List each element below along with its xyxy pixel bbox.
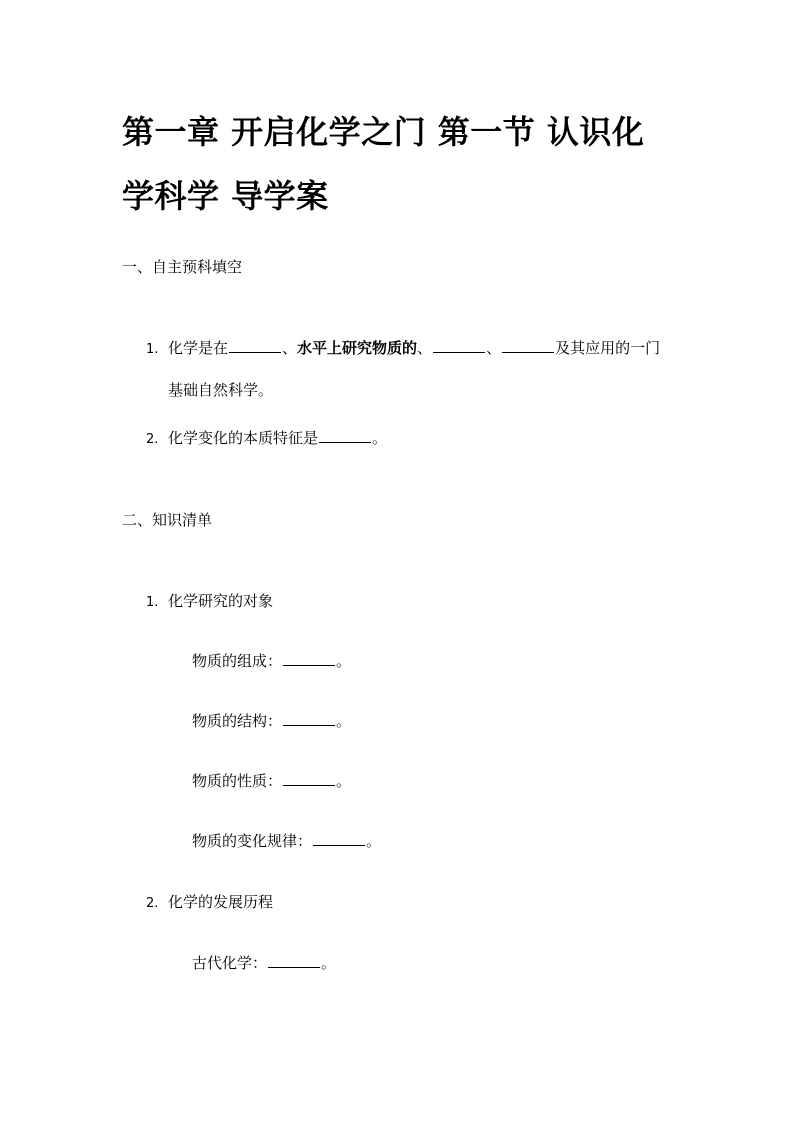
fill-blank[interactable] (283, 711, 335, 726)
fill-blank[interactable] (283, 651, 335, 666)
section-1-heading: 一、自主预科填空 (122, 258, 243, 276)
item-number: 1. (146, 342, 159, 357)
item-text-b: 、 (282, 339, 298, 357)
section-2-item-1 (146, 591, 273, 613)
sub-item-label: 物质的变化规律： (192, 832, 313, 850)
item-text-a: 化学是在 (168, 339, 229, 357)
title-line-2: 学科学 导学案 (122, 177, 329, 215)
sub-item-structure (192, 711, 351, 731)
item-number: 2. (146, 432, 159, 447)
section-2-heading: 二、知识清单 (122, 511, 213, 529)
item-number: 1. (146, 595, 159, 610)
section-1-item-1 (146, 338, 686, 400)
item-end: 。 (372, 429, 388, 447)
sub-item-composition (192, 651, 351, 671)
sub-item-change-laws (192, 831, 381, 851)
page-title (122, 100, 682, 228)
section-1-item-2 (146, 428, 387, 450)
sub-item-end: 。 (336, 712, 352, 730)
fill-blank[interactable] (313, 831, 365, 846)
sub-item-end: 。 (321, 954, 337, 972)
sub-item-ancient-chemistry (192, 953, 336, 973)
fill-blank[interactable] (433, 338, 485, 353)
sub-item-label: 物质的组成： (192, 652, 283, 670)
item-text-c: 、 (417, 339, 433, 357)
item-text-d: 、 (486, 339, 502, 357)
item-text-line-2: 基础自然科学。 (168, 381, 274, 399)
item-text: 化学变化的本质特征是 (168, 429, 319, 447)
sub-item-end: 。 (336, 652, 352, 670)
section-2-item-2 (146, 892, 273, 914)
item-text-e: 及其应用的一门 (555, 339, 661, 357)
fill-blank[interactable] (283, 771, 335, 786)
fill-blank[interactable] (319, 428, 371, 443)
item-text: 化学研究的对象 (168, 592, 274, 610)
item-text-bold: 水平上研究物质的 (297, 339, 418, 357)
fill-blank[interactable] (229, 338, 281, 353)
sub-item-end: 。 (336, 772, 352, 790)
item-number: 2. (146, 896, 159, 911)
sub-item-label: 物质的性质： (192, 772, 283, 790)
title-line-1: 第一章 开启化学之门 第一节 认识化 (122, 113, 645, 151)
sub-item-label: 物质的结构： (192, 712, 283, 730)
item-text: 化学的发展历程 (168, 893, 274, 911)
sub-item-end: 。 (366, 832, 382, 850)
sub-item-properties (192, 771, 351, 791)
fill-blank[interactable] (268, 953, 320, 968)
sub-item-label: 古代化学： (192, 954, 268, 972)
fill-blank[interactable] (502, 338, 554, 353)
